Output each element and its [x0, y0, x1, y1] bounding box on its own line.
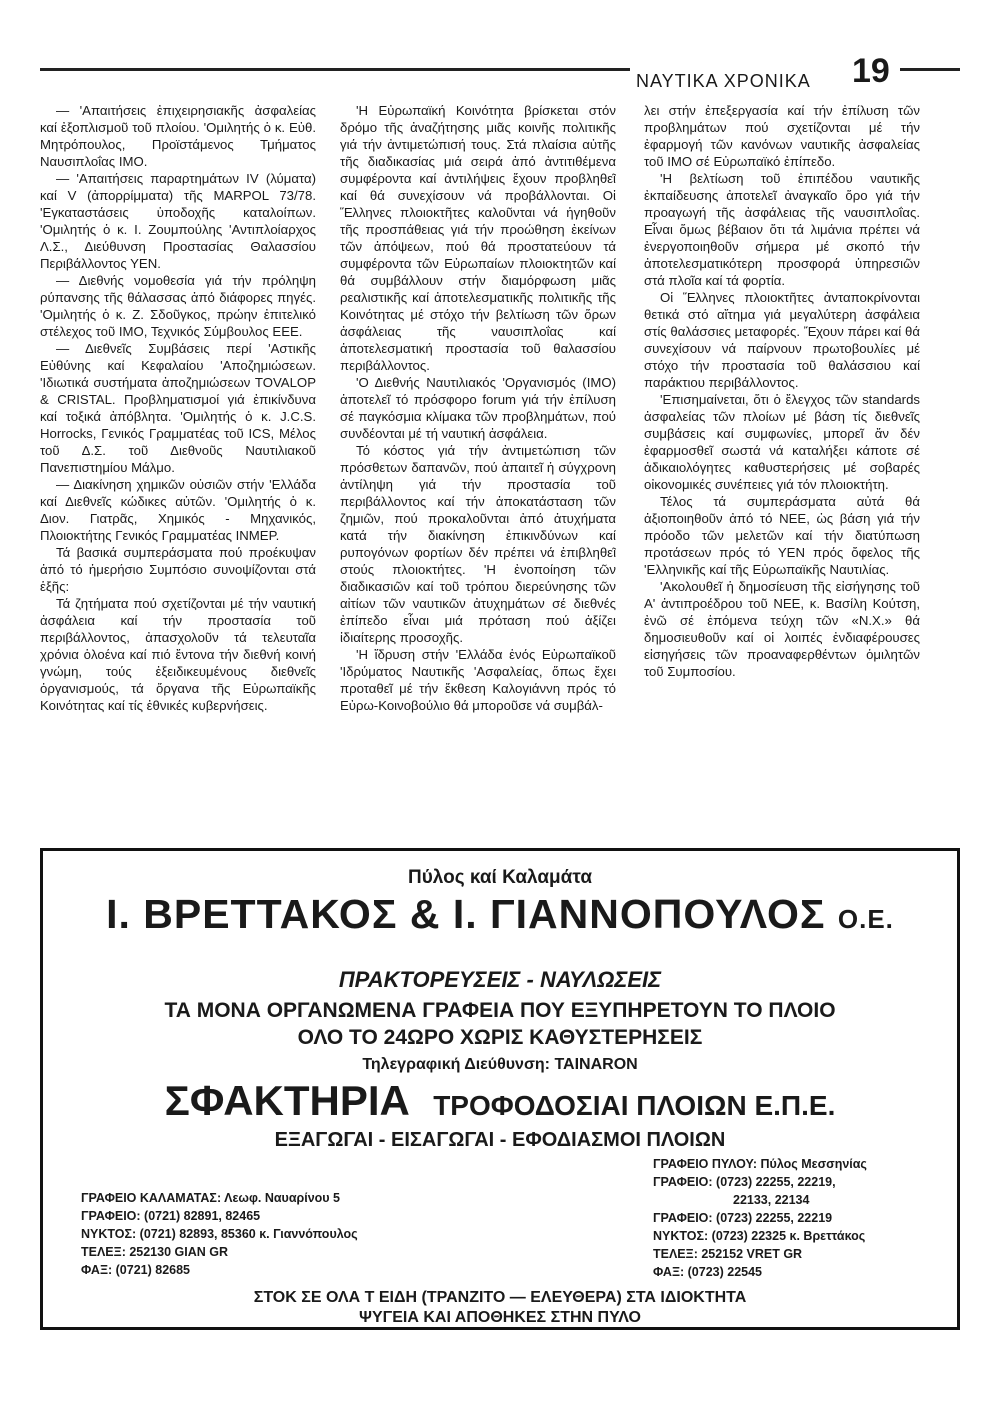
ad-sfaktiria: [43, 1077, 957, 1125]
contact-line: ΓΡΑΦΕΙΟ: (0723) 22255, 22219: [653, 1211, 833, 1225]
paragraph: Τό κόστος γιά τήν ἀντιμετώπιση τῶν πρόσθετων δαπανῶν, πού ἀπαιτεῖ ἡ σύγχρονη ἀντίληψη γιά τήν προστασία τοῦ περιβάλλοντος καί τήν ἀποκατάσταση τῶν ζημιῶν, πού προκαλοῦνται ἀπό ἀτυχήματα κατά τήν διακίνηση ἐπικινδύνων καί ρυπογόνων φορτίων δέν πρέπει νά ἐπιβληθεῖ στούς πλοιοκτήτες. 'Η ἐνοποίηση τῶν διαδικασιῶν καί τοῦ τρόπου διερεύνησης τῶν αἰτίων τῶν ναυτικῶν ἀτυχημάτων σέ διεθνές ἐπίπεδο εἶναι μιά πρόταση πού ἀξίζει ἰδιαίτερης προσοχῆς.: [340, 443, 616, 645]
journal-title: ΝΑΥΤΙΚΑ ΧΡΟΝΙΚΑ: [636, 71, 811, 91]
paragraph: λει στήν ἐπεξεργασία καί τήν ἐπίλυση τῶν προβλημάτων πού σχετίζονται μέ τήν ἐφαρμογή τῶν κανόνων ναυτικῆς ἀσφαλείας τοῦ ΙΜΟ σέ Εὐρωπαϊκό ἐπίπεδο.: [644, 103, 920, 169]
header-rule-left: [40, 68, 630, 71]
paragraph: 'Η Εὐρωπαϊκή Κοινότητα βρίσκεται στόν δρόμο τῆς ἀναζήτησης μιᾶς κοινῆς πολιτικῆς γιά τήν ἀντιμετώπισή τους. Στά πλαίσια αὐτῆς τῆς διαδικασίας μιά σειρά ἀπό ἀντιτιθέμενα συμφέροντα καί ἀντιλήψεις ἔχουν προβληθεῖ καί θά συνεχίσουν νά προβάλλονται. Οἱ Ἕλληνες πλοιοκτῆτες καλοῦνται νά ἡγηθοῦν τῆς προσπάθειας γιά τήν προώθηση ἐκείνων τῶν ἀπόψεων, πού θά προστατεύουν τά συμφέροντα τῶν Εὐρωπαίων πλοιοκτητῶν καί θά συμβάλλουν στήν διαμόρφωση μιᾶς ρεαλιστικῆς καί ἀποτελεσματικῆς πολιτικῆς τῆς Κοινότητας μέ στόχο τήν βελτίωση τῶν ὅρων ἀσφάλειας τῆς ναυσιπλοΐας καί ἀποτελεσματική προστασία τοῦ θαλασσίου περιβάλλοντος.: [340, 103, 616, 373]
paragraph: 'Η βελτίωση τοῦ ἐπιπέδου ναυτικῆς ἐκπαίδευσης ἀποτελεῖ ἀναγκαῖο ὅρο γιά τήν προαγωγή τῆς ἀσφάλειας τῆς ναυσιπλοΐας. Εἶναι ὅμως βέβαιον ὅτι τά λιμάνια πρέπει νά ἐνεργοποιηθοῦν σήμερα μέ σκοπό τήν ἀποτελεσματικότερη προσφορά ὑπηρεσιῶν στά πλοῖα καί τά φορτία.: [644, 171, 920, 288]
paragraph: — Διεθνεῖς Συμβάσεις περί 'Αστικῆς Εὐθύνης καί Κεφαλαίου 'Αποζημιώσεων. 'Ιδιωτικά συστήματα ἀποζημιώσεων TOVALOP & CRISTAL. Προβληματισμοί γιά ἐπικίνδυνα καί τοξικά ἀπόβλητα. 'Ομιλητής ὁ κ. J.C.S. Horrocks, Γενικός Γραμματέας τοῦ ICS, Μέλος τοῦ Δ.Σ. τοῦ Διεθνοῦς Ναυτιλιακοῦ Πανεπιστημίου Μάλμο.: [40, 341, 316, 475]
ad-trade-line: ΕΞΑΓΩΓΑΙ - ΕΙΣΑΓΩΓΑΙ - ΕΦΟΔΙΑΣΜΟΙ ΠΛΟΙΩΝ: [274, 1129, 726, 1151]
ad-services: ΠΡΑΚΤΟΡΕΥΣΕΙΣ - ΝΑΥΛΩΣΕΙΣ: [338, 967, 662, 992]
ad-telegraph-address: Τηλεγραφική Διεύθυνση: TAINARON: [362, 1056, 638, 1073]
contact-line: ΝΥΚΤΟΣ: (0721) 82893, 85360 κ. Γιαννόπουλος: [81, 1227, 358, 1241]
contact-line: ΓΡΑΦΕΙΟ: (0721) 82891, 82465: [81, 1209, 261, 1223]
article-column-3: [644, 102, 920, 840]
paragraph: 'Ο Διεθνής Ναυτιλιακός 'Οργανισμός (ΙΜΟ) ἀποτελεῖ τό πρόσφορο forum γιά τήν ἐπίλυση σέ παγκόσμια κλίμακα τῶν προβλημάτων, πού συνδέονται μέ τή ναυτική ἀσφάλεια.: [340, 375, 616, 441]
contact-line: ΦΑΞ: (0723) 22545: [653, 1265, 762, 1279]
advertisement-box: [40, 848, 960, 1330]
ad-stock-line-1: ΣΤΟΚ ΣΕ ΟΛΑ Τ ΕΙΔΗ (ΤΡΑΝΖΙΤΟ — ΕΛΕΥΘΕΡΑ) ΣΤΑ ΙΔΙΟΚΤΗΤΑ: [253, 1289, 747, 1306]
contact-line: ΤΕΛΕΞ: 252152 VRET GR: [653, 1247, 803, 1261]
paragraph: 'Επισημαίνεται, ὅτι ὁ ἔλεγχος τῶν standards ἀσφαλείας τῶν πλοίων μέ βάση τίς διεθνεῖς συμβάσεις καί συμφωνίες, μπορεῖ ἄν δέν ἐφαρμοσθεῖ σωστά νά καταλήξει κάποτε σέ ἀδικαιολόγητες καθυστερήσεις μέ σοβαρές οἰκονομικές συνέπειες γιά τόν πλοιοκτήτη.: [644, 392, 920, 492]
article-column-2: [340, 102, 616, 840]
ad-stock-line-2: ΨΥΓΕΙΑ ΚΑΙ ΑΠΟΘΗΚΕΣ ΣΤΗΝ ΠΥΛΟ: [359, 1309, 641, 1326]
paragraph: Τέλος τά συμπεράσματα αὐτά θά ἀξιοποιηθοῦν ἀπό τό ΝΕΕ, ὡς βάση γιά τήν πρόοδο τῶν μελετῶν καί τήν διατύπωση προτάσεων πρός τό ΥΕΝ πρός ὄφελος τῆς 'Ελληνικῆς καί τῆς Εὐρωπαϊκῆς Ναυτιλίας.: [644, 494, 920, 577]
paragraph: — Διακίνηση χημικῶν οὐσιῶν στήν 'Ελλάδα καί Διεθνεῖς κώδικες αὐτῶν. 'Ομιλητής ὁ κ. Διον. Γιατρᾶς, Χημικός - Μηχανικός, Πλοιοκτήτης Γενικός Γραμματέας INMEP.: [40, 477, 316, 543]
ad-slogan-line-1: ΤΑ ΜΟΝΑ ΟΡΓΑΝΩΜΕΝΑ ΓΡΑΦΕΙΑ ΠΟΥ ΕΞΥΠΗΡΕΤΟΥΝ ΤΟ ΠΛΟΙΟ: [164, 999, 836, 1022]
contact-line: ΤΕΛΕΞ: 252130 GIAN GR: [81, 1245, 228, 1259]
paragraph: 'Ακολουθεῖ ἡ δημοσίευση τῆς εἰσήγησης τοῦ Α' ἀντιπροέδρου τοῦ ΝΕΕ, κ. Βασίλη Κούτση, ἐνῶ σέ ἑπόμενα τεύχη τῶν «Ν.Χ.» θά δημοσιευθοῦν καί οἱ λοιπές ἐνδιαφέρουσες εἰσηγήσεις τῶν προαναφερθέντων ὁμιλητῶν τοῦ Συμποσίου.: [644, 579, 920, 679]
contact-line: 22133, 22134: [733, 1193, 810, 1207]
ad-city: Πύλος καί Καλαμάτα: [408, 867, 592, 888]
ad-sfaktiria-name: ΣΦΑΚΤΗΡΙΑ: [164, 1077, 410, 1124]
paragraph: — 'Απαιτήσεις παραρτημάτων IV (λύματα) καί V (ἀπορρίμματα) τῆς MARPOL 73/78. 'Εγκαταστάσεις ὑποδοχῆς καταλοίπων. 'Ομιλητής ὁ κ. Ι. Ζουμπούλης 'Αντιπλοίαρχος Λ.Σ., Διεύθυνση Προστασίας Θαλασσίου Περιβάλλοντος ΥΕΝ.: [40, 171, 316, 271]
kalamata-contacts: [81, 1189, 358, 1279]
ad-sfaktiria-rest: ΤΡΟΦΟΔΟΣΙΑΙ ΠΛΟΙΩΝ Ε.Π.Ε.: [433, 1090, 836, 1121]
article-column-1: [40, 102, 316, 840]
contact-line: ΓΡΑΦΕΙΟ ΚΑΛΑΜΑΤΑΣ: Λεωφ. Ναυαρίνου 5: [81, 1191, 340, 1205]
ad-company-title: Ι. ΒΡΕΤΤΑΚΟΣ & Ι. ΓΙΑΝΝΟΠΟΥΛΟΣ: [106, 891, 826, 937]
paragraph: Οἱ Ἕλληνες πλοιοκτῆτες ἀνταποκρίνονται θετικά στό αἴτημα γιά μεγαλύτερη ἀσφάλεια στίς θαλάσσιες μεταφορές. Ἔχουν πάρει καί θά συνεχίσουν νά παίρνουν πρωτοβουλίες μέ στόχο τήν προστασία τοῦ θαλάσσιου καί παράκτιου περιβάλλοντος.: [644, 290, 920, 390]
paragraph: — Διεθνής νομοθεσία γιά τήν πρόληψη ρύπανσης τῆς θάλασσας ἀπό διάφορες πηγές. 'Ομιλητής ὁ κ. Ζ. Σδοῦγκος, πρώην ἐπιτελικό στέλεχος τοῦ ΙΜΟ, Τεχνικός Σύμβουλος ΕΕΕ.: [40, 273, 316, 339]
ad-company-suffix: Ο.Ε.: [837, 904, 894, 934]
pylos-contacts: [653, 1155, 867, 1281]
paragraph: Τά ζητήματα πού σχετίζονται μέ τήν ναυτική ἀσφάλεια καί τήν προστασία τοῦ περιβάλλοντος, ἀπασχολοῦν τά τελευταῖα χρόνια ὁλοένα καί πιό ἔντονα τήν διεθνή κοινή γνώμη, τούς ἐξειδικευμένους διεθνεῖς ὀργανισμούς, τά ὄργανα τῆς Εὐρωπαϊκῆς Κοινότητας καί τίς ἐθνικές κυβερνήσεις.: [40, 596, 316, 713]
contact-line: ΓΡΑΦΕΙΟ ΠΥΛΟΥ: Πύλος Μεσσηνίας: [653, 1157, 867, 1171]
page-number: 19: [852, 52, 890, 90]
contact-line: ΦΑΞ: (0721) 82685: [81, 1263, 190, 1277]
ad-company-name: [43, 891, 957, 938]
paragraph: 'Η ἵδρυση στήν 'Ελλάδα ἑνός Εὐρωπαϊκοῦ 'Ιδρύματος Ναυτικῆς 'Ασφαλείας, ὅπως ἔχει προταθεῖ μέ τήν ἔκθεση Καλογιάννη πρός τό Εὐρω-Κοινοβούλιο θά μποροῦσε νά συμβάλ-: [340, 647, 616, 713]
header-rule-right: [900, 68, 960, 71]
paragraph: — 'Απαιτήσεις ἐπιχειρησιακῆς ἀσφαλείας καί ἐξοπλισμοῦ τοῦ πλοίου. 'Ομιλητής ὁ κ. Εὐθ. Μητρόπουλος, Προϊστάμενος Τμήματος Ναυσιπλοΐας ΙΜΟ.: [40, 103, 316, 169]
contact-line: ΓΡΑΦΕΙΟ: (0723) 22255, 22219,: [653, 1175, 836, 1189]
ad-slogan-line-2: ΟΛΟ ΤΟ 24ΩΡΟ ΧΩΡΙΣ ΚΑΘΥΣΤΕΡΗΣΕΙΣ: [297, 1026, 703, 1049]
paragraph: Τά βασικά συμπεράσματα πού προέκυψαν ἀπό τό ἡμερήσιο Συμπόσιο συνοψίζονται στά ἑξῆς:: [40, 545, 316, 594]
contact-line: ΝΥΚΤΟΣ: (0723) 22325 κ. Βρεττάκος: [653, 1229, 866, 1243]
